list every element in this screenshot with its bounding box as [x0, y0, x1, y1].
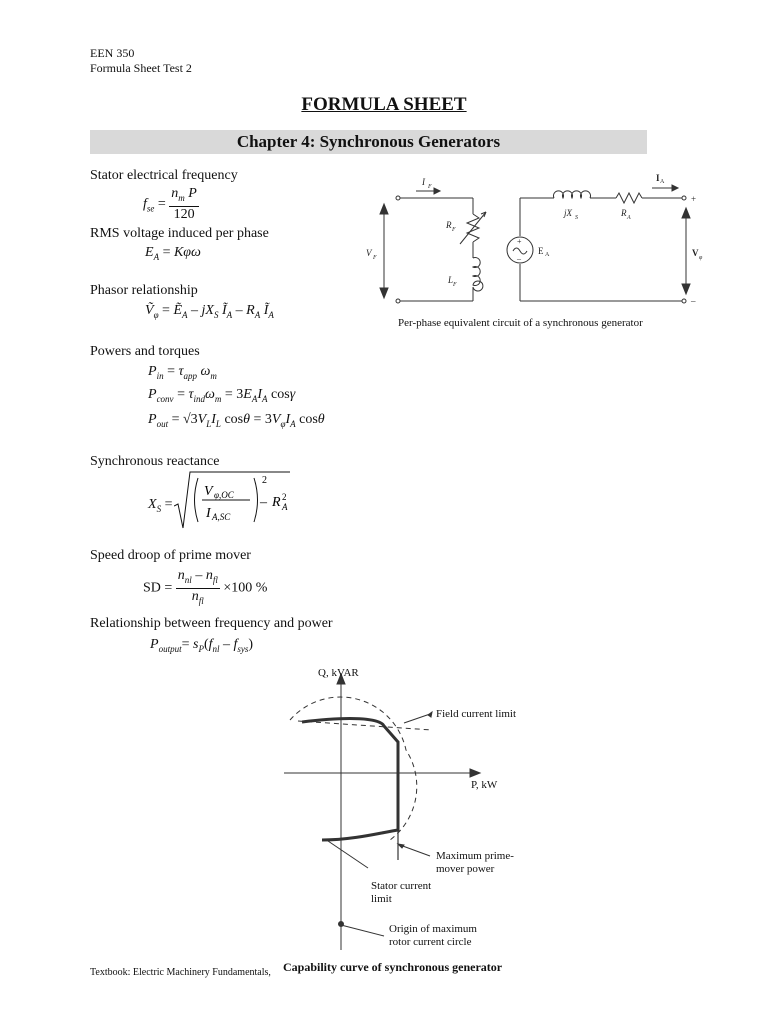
svg-text:φ: φ	[699, 255, 703, 261]
svg-text:2: 2	[282, 492, 287, 502]
stator-limit-label-1: Stator current	[371, 880, 432, 892]
svg-text:A: A	[545, 252, 550, 258]
capability-curve	[280, 660, 530, 960]
xs-lhs: $X_S$ =	[148, 497, 173, 514]
phasor-label: Phasor relationship	[90, 283, 198, 298]
pconv-formula: $P_{conv} = \tau_{ind}\omega_m = 3E_AI_A$ cosγ	[148, 387, 296, 404]
svg-text:A,SC: A,SC	[212, 512, 231, 522]
stator-freq-label: Stator electrical frequency	[90, 168, 238, 183]
svg-text:F: F	[452, 227, 456, 233]
svg-text:I: I	[206, 506, 211, 521]
speed-droop-label: Speed droop of prime mover	[90, 548, 251, 563]
origin-label-1: Origin of maximum	[389, 923, 477, 935]
svg-text:A: A	[282, 502, 288, 512]
svg-text:2: 2	[262, 475, 267, 486]
svg-text:F: F	[373, 255, 377, 261]
phasor-formula: Ṽ$_\varphi$ = Ẽ$_A$ – $jX_S$ $Ĩ_A - R_A$ $Ĩ_A$	[145, 303, 274, 320]
if-label: I	[422, 177, 425, 187]
svg-text:–: –	[260, 495, 267, 510]
sync-reactance-label: Synchronous reactance	[90, 454, 220, 469]
circuit-caption: Per-phase equivalent circuit of a synchronous generator	[398, 317, 643, 329]
lf-label: L	[448, 275, 454, 285]
pin-formula: $P_{in} = \tau_{app}$ $\omega_m$	[148, 364, 217, 381]
freq-power-formula: $P_{output}= s_P(f_{nl} - f_{sys})$	[150, 637, 254, 654]
speed-droop-formula: SD = $\frac{n_{nl} - n_{fl}}{n_{fl}}$ ×100 %	[143, 568, 268, 606]
chapter-title: Chapter 4: Synchronous Generators	[236, 132, 501, 151]
svg-text:S: S	[575, 215, 578, 221]
course-code: EEN 350	[90, 46, 135, 60]
stator-limit-label-2: limit	[371, 893, 392, 905]
freq-power-label: Relationship between frequency and power	[90, 616, 333, 631]
svg-text:A: A	[660, 179, 665, 185]
vf-label: V	[366, 248, 372, 258]
p-axis-label: P, kW	[471, 779, 498, 791]
svg-text:F: F	[453, 282, 457, 288]
svg-text:φ,OC: φ,OC	[214, 490, 234, 500]
equivalent-circuit	[356, 164, 708, 340]
page-title: FORMULA SHEET	[301, 94, 467, 115]
capability-caption: Capability curve of synchronous generator	[283, 960, 503, 974]
svg-text:R: R	[272, 495, 281, 510]
plus-right: +	[691, 194, 697, 204]
rms-voltage-label: RMS voltage induced per phase	[90, 226, 269, 241]
q-axis-label: Q, kVAR	[318, 667, 359, 679]
xs-radical	[174, 470, 294, 532]
ea-label: E	[538, 246, 544, 256]
doc-subtitle: Formula Sheet Test 2	[90, 61, 192, 75]
stator-freq-formula: $f_{se}$ = $\frac{n_m P}{120}$	[143, 186, 197, 222]
minus-right: –	[691, 296, 696, 306]
vphi-label: V	[692, 248, 699, 258]
powers-label: Powers and torques	[90, 344, 200, 359]
footer-textbook: Textbook: Electric Machinery Fundamentals,	[90, 967, 271, 978]
ra-label: R	[621, 208, 627, 218]
ia-label: I	[656, 173, 660, 183]
pout-formula: $P_{out} = √3V_LI_L$ $\cos\theta = 3V_\varphi I_A$ cosθ	[148, 412, 325, 429]
svg-text:F: F	[428, 184, 432, 190]
jxs-label: jX	[564, 208, 572, 218]
prime-mover-label-2: mover power	[436, 863, 495, 875]
field-limit-label: Field current limit	[436, 708, 517, 720]
minus-source: –	[517, 254, 521, 263]
svg-text:V: V	[204, 484, 213, 499]
prime-mover-label-1: Maximum prime-	[436, 850, 514, 862]
rms-voltage-formula: $E_A = K\varphi\omega$	[145, 245, 201, 262]
rf-label: R	[446, 220, 452, 230]
plus-source: +	[517, 237, 522, 246]
svg-text:A: A	[627, 215, 631, 221]
origin-label-2: rotor current circle	[389, 936, 472, 948]
